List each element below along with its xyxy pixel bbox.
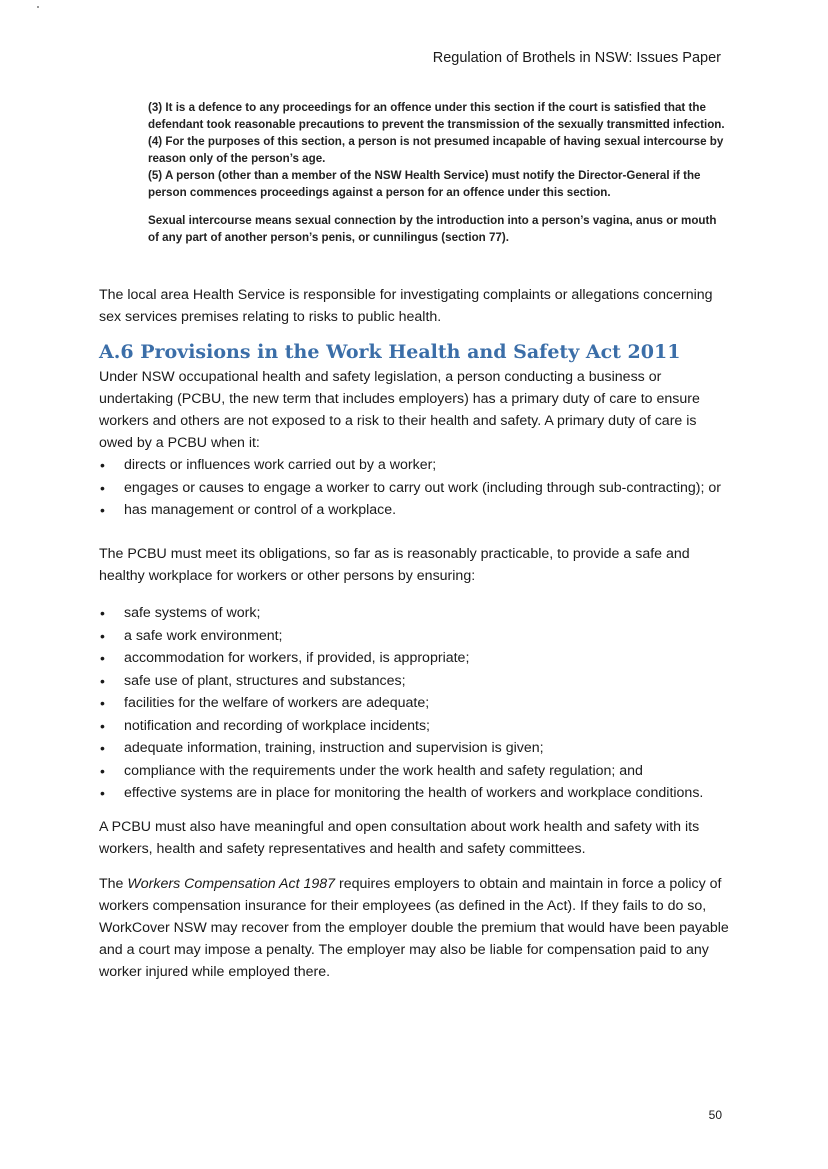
list-item: • safe systems of work; [99, 602, 739, 625]
list-item: • compliance with the requirements under the work health and safety regulation; and [99, 760, 739, 783]
bullet-icon: • [100, 627, 105, 644]
bullet-icon: • [100, 479, 105, 496]
intro-text: The local area Health Service is responsible for investigating complaints or allegations concerning sex services premises relating to risks to public health. [99, 287, 713, 325]
paragraph-duty-of-care [99, 366, 729, 454]
paragraph-workers-compensation [99, 873, 729, 983]
paragraph-text: The PCBU must meet its obligations, so far as is reasonably practicable, to provide a safe and healthy workplace for workers or other persons by ensuring: [99, 546, 690, 584]
list-item: • has management or control of a workplace. [99, 499, 739, 522]
list-item: • engages or causes to engage a worker to carry out work (including through sub-contracting); or [99, 477, 739, 500]
paragraph-consultation [99, 816, 729, 860]
list-item: • accommodation for workers, if provided, is appropriate; [99, 647, 739, 670]
list-item: • safe use of plant, structures and substances; [99, 670, 739, 693]
paragraph-text: The Workers Compensation Act 1987 requires employers to obtain and maintain in force a policy of workers compensation insurance for their employees (as defined in the Act). If they fails to do so, WorkCover NSW may recover from the employer double the premium that would have been payable and a court may impose a penalty. The employer may also be liable for compensation paid to any worker injured while employed there. [99, 876, 729, 980]
list-item: • directs or influences work carried out by a worker; [99, 454, 739, 477]
list-item: • a safe work environment; [99, 625, 739, 648]
bullet-icon: • [100, 762, 105, 779]
bullet-icon: • [100, 695, 105, 711]
quote-subsection-3: (3) It is a defence to any proceedings for an offence under this section if the court is satisfied that the defendant took reasonable precautions to prevent the transmission of the sexually transmitted infection. [148, 101, 725, 131]
paragraph-text: A PCBU must also have meaningful and open consultation about work health and safety with its workers, health and safety representatives and health and safety committees. [99, 819, 700, 857]
section-heading: A.6 Provisions in the Work Health and Safety Act 2011 [99, 341, 681, 363]
intro-paragraph [99, 284, 729, 328]
bullet-icon: • [100, 740, 105, 756]
scan-mark [37, 6, 39, 8]
bullet-icon: • [100, 457, 105, 473]
bullet-icon: • [100, 672, 105, 689]
quote-subsection-5: (5) A person (other than a member of the NSW Health Service) must notify the Director-General if the person commences proceedings against a person for an offence under this section. [148, 169, 701, 199]
safe-workplace-list [99, 602, 739, 805]
quoted-legislation [148, 99, 728, 246]
list-item: • facilities for the welfare of workers are adequate; [99, 692, 739, 715]
list-item: • notification and recording of workplace incidents; [99, 715, 739, 738]
bullet-icon: • [100, 605, 105, 621]
quote-definition: Sexual intercourse means sexual connection by the introduction into a person’s vagina, anus or mouth of any part of another person’s penis, or cunnilingus (section 77). [148, 214, 717, 244]
paragraph-text: Under NSW occupational health and safety legislation, a person conducting a business or undertaking (PCBU, the new term that includes employers) has a primary duty of care to ensure workers and others are not exposed to a risk to their health and safety. A primary duty of care is owed by a PCBU when it: [99, 369, 700, 451]
bullet-icon: • [100, 717, 105, 734]
list-item: • adequate information, training, instruction and supervision is given; [99, 737, 739, 760]
pcbu-conditions-list [99, 454, 739, 522]
bullet-icon: • [100, 785, 105, 801]
bullet-icon: • [100, 650, 105, 666]
running-header: Regulation of Brothels in NSW: Issues Paper [432, 50, 721, 66]
bullet-icon: • [100, 502, 105, 518]
quote-subsection-4: (4) For the purposes of this section, a person is not presumed incapable of having sexual intercourse by reason only of the person’s age. [148, 135, 724, 165]
list-item: • effective systems are in place for monitoring the health of workers and workplace conditions. [99, 782, 739, 805]
page-number: 50 [708, 1108, 722, 1122]
act-title: Workers Compensation Act 1987 [127, 876, 336, 892]
paragraph-obligations [99, 543, 729, 587]
